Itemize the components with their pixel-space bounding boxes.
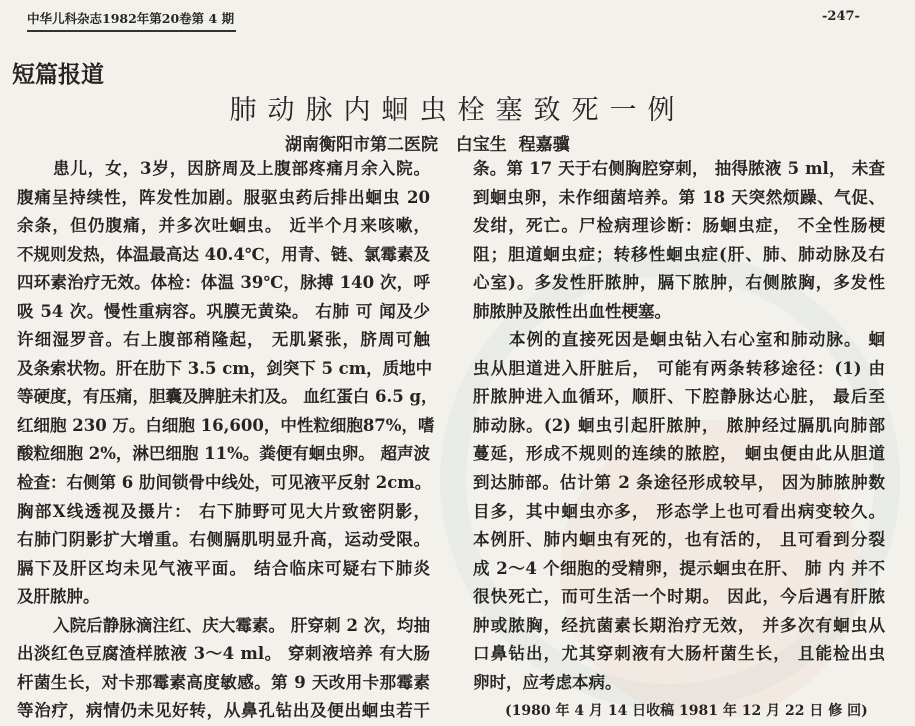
text-line: 许细湿罗音。右上腹部稍隆起， 无肌紧张，脐周可触: [17, 330, 430, 350]
journal-header: 中华儿科杂志1982年第20卷第 4 期: [27, 9, 236, 32]
text-line: 四环素治疗无效。体检：体温 39℃，脉搏 140 次，呼: [17, 273, 430, 293]
article-title: 肺动脉内蛔虫栓塞致死一例: [229, 95, 686, 126]
text-line: 到蛔虫卵，未作细菌培养。第 18 天突然烦躁、气促、: [473, 187, 885, 207]
text-line: 检查：右侧第 6 肋间锁骨中线处，可见液平反射 2cm。: [17, 473, 432, 493]
right-column: [473, 155, 885, 726]
text-line: 入院后静脉滴注红、庆大霉素。 肝穿刺 2 次，均抽: [53, 615, 430, 635]
text-line: 出淡红色豆腐渣样脓液 3～4 ml。 穿刺液培养 有大肠: [17, 644, 430, 664]
text-line: 不规则发热，体温最高达 40.4℃，用青、链、氯霉素及: [17, 244, 430, 264]
text-line: 肝脓肿进入血循环，顺肝、下腔静脉达心脏， 最后至: [473, 387, 885, 407]
text-line: 及肝脓肿。: [17, 587, 100, 607]
text-line: 本例肝、肺内蛔虫有死的，也有活的， 且可看到分裂: [473, 530, 885, 550]
text-line: 肿或脓胸，经抗菌素长期治疗无效， 并多次有蛔虫从: [473, 615, 885, 635]
text-line: 条。第 17 天于右侧胸腔穿刺， 抽得脓液 5 ml， 未查: [473, 159, 885, 178]
text-line: 阻；胆道蛔虫症；转移性蛔虫症(肝、肺、肺动脉及右: [473, 244, 885, 264]
text-line: 发绀，死亡。尸检病理诊断：肠蛔虫症， 不全性肠梗: [473, 216, 885, 236]
text-line: 心室)。多发性肝脓肿，膈下脓肿，右侧脓胸，多发性: [473, 273, 885, 293]
text-line: 口鼻钻出，尤其穿刺液有大肠杆菌生长， 且能检出虫: [473, 644, 885, 664]
received-revised-dates: (1980 年 4 月 14 日收稿 1981 年 12 月 22 日 修 回): [505, 703, 868, 720]
text-line: 膈下及肝区均未见气液平面。 结合临床可疑右下肺炎: [17, 558, 430, 578]
text-line: 右肺门阴影扩大增重。右侧膈肌明显升高，运动受限。: [17, 530, 430, 550]
text-line: 等治疗，病情仍未见好转，从鼻孔钻出及便出蛔虫若干: [17, 701, 430, 721]
text-line: 余条，但仍腹痛，并多次吐蛔虫。 近半个月来咳嗽，: [17, 216, 430, 236]
left-column: [17, 155, 438, 726]
text-line: 腹痛呈持续性，阵发性加剧。服驱虫药后排出蛔虫 20: [17, 187, 430, 207]
page-number: -247-: [822, 9, 860, 24]
text-line: 患儿，女，3岁，因脐周及上腹部疼痛月余入院。: [53, 159, 430, 178]
text-line: 很快死亡，而可生活一个时期。 因此，今后遇有肝脓: [473, 587, 885, 607]
text-line: 胸部X线透视及摄片： 右下肺野可见大片致密阴影，: [17, 501, 430, 521]
text-line: 蔓延，形成不规则的连续的脓腔， 蛔虫便由此从胆道: [473, 444, 885, 464]
text-line: 酸粒细胞 2%，淋巴细胞 11%。粪便有蛔虫卵。 超声波: [17, 444, 431, 464]
text-line: 到达肺部。估计第 2 条途径形成较早， 因为肺脓肿数: [473, 473, 885, 493]
text-line: 肺脓肿及脓性出血性梗塞。: [473, 301, 671, 321]
text-line: 肺动脉。(2) 蛔虫引起肝脓肿， 脓肿经过膈肌向肺部: [473, 415, 885, 435]
section-heading: 短篇报道: [12, 62, 104, 88]
text-line: 虫从胆道进入肝脏后， 可能有两条转移途径：(1) 由: [473, 358, 885, 378]
article-authors: 湖南衡阳市第二医院 白宝生 程嘉骥: [285, 135, 570, 155]
text-line: 吸 54 次。慢性重病容。巩膜无黄染。 右肺 可 闻及少: [17, 301, 430, 321]
text-line: 等硬度，有压痛，胆囊及脾脏未扪及。 血红蛋白 6.5 g，: [17, 387, 438, 407]
text-line: 目多，其中蛔虫亦多， 形态学上也可看出病变较久。: [473, 501, 885, 521]
text-line: 成 2～4 个细胞的受精卵，提示蛔虫在肝、 肺 内 并不: [473, 558, 885, 578]
text-line: 红细胞 230 万。白细胞 16,600，中性粒细胞87%，嗜: [17, 415, 435, 435]
text-line: 本例的直接死因是蛔虫钻入右心室和肺动脉。 蛔: [509, 330, 885, 350]
text-line: 及条索状物。肝在肋下 3.5 cm，剑突下 5 cm，质地中: [17, 358, 433, 378]
text-line: 杆菌生长，对卡那霉素高度敏感。第 9 天改用卡那霉素: [17, 672, 430, 692]
text-line: 卵时，应考虑本病。: [473, 672, 622, 692]
